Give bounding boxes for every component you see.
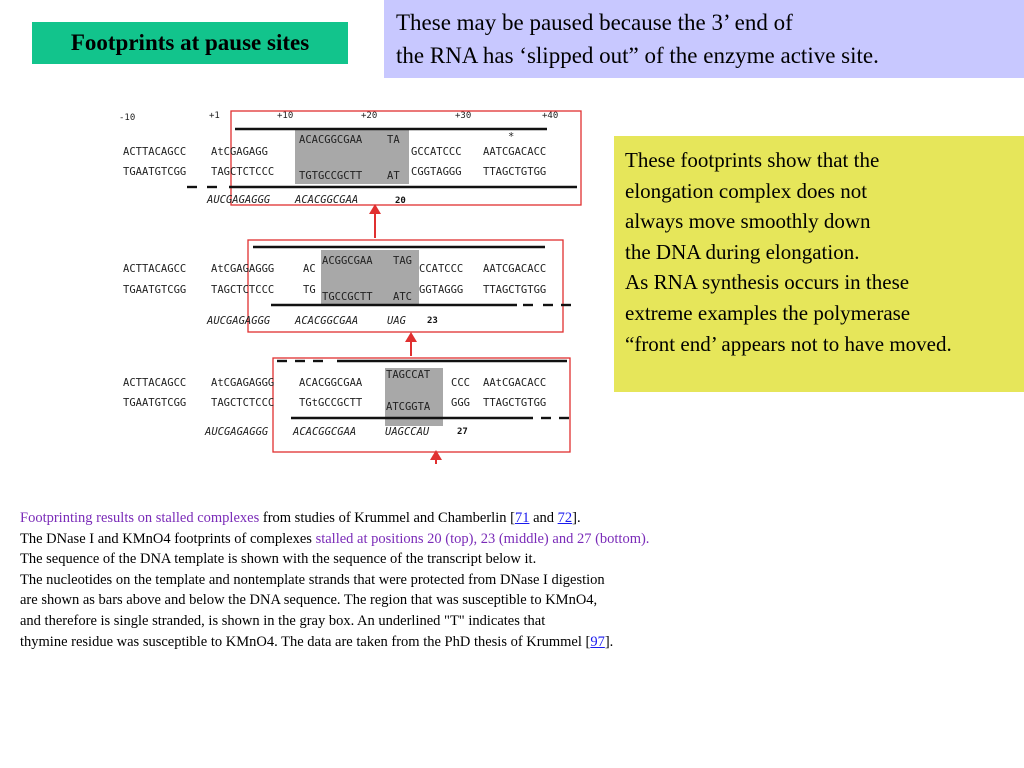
panel-bottom-t-4: ATCGGTA (386, 401, 431, 413)
panel-middle-rna-3: UAG (387, 315, 406, 327)
panel-top-nt-3: ACACGGCGAA (299, 134, 363, 146)
panel-middle-nt-5: TAG (393, 255, 412, 267)
title-box (32, 22, 348, 64)
panel-top-nt-2: AtCGAGAGG (211, 146, 268, 158)
panel-bottom-nt-6: AAtCGACACC (483, 377, 547, 389)
caption-line-6: and therefore is single stranded, is shown in the gray box. An underlined "T" indicates that (20, 612, 546, 629)
panel-middle (123, 240, 571, 332)
caption-line-7-text: thymine residue was susceptible to KMnO4. The data are taken from the PhD thesis of Krummel [ (20, 633, 591, 650)
panel-top-t-6: TTAGCTGTGG (483, 166, 547, 178)
panel-bottom-t-1: TGAATGTCGG (123, 397, 187, 409)
panel-middle-t-5: ATC (393, 291, 412, 303)
caption-line-2-text: The DNase I and KMnO4 footprints of complexes (20, 530, 316, 547)
panel-top-nt-1: ACTTACAGCC (123, 146, 187, 158)
position-label-plus30: +30 (455, 111, 472, 121)
caption-and: and (529, 510, 558, 526)
panel-middle-rna-2: ACACGGCGAA (295, 315, 359, 327)
caption-line-1 (20, 508, 920, 529)
panel-middle-t-3: TG (303, 284, 316, 296)
footprint-figure (115, 104, 585, 464)
reference-link-72[interactable]: 72 (557, 510, 573, 526)
panel-middle-t-7: TTAGCTGTGG (483, 284, 547, 296)
panel-middle-nt-4: ACGGCGAA (322, 255, 373, 267)
side-note (614, 136, 1024, 392)
slide-title: Footprints at pause sites (70, 30, 310, 55)
panel-top-t-4: AT (387, 170, 400, 182)
panel-bottom (123, 358, 570, 452)
panel-middle-nt-1: ACTTACAGCC (123, 263, 187, 275)
panel-bottom-nt-3: ACACGGCGAA (299, 377, 363, 389)
caption-line-7 (20, 632, 920, 653)
caption-line-1-end: ]. (572, 510, 581, 526)
panel-middle-t-2: TAGCTCTCCC (211, 284, 275, 296)
panel-top-rna-1: AUCGAGAGGG (207, 194, 271, 206)
panel-bottom-rna-2: ACACGGCGAA (293, 426, 357, 438)
top-note-line-2: the RNA has ‘slipped out” of the enzyme active site. (396, 43, 879, 68)
panel-bottom-rna-1: AUCGAGAGGG (205, 426, 269, 438)
panel-bottom-t-5: GGG (451, 397, 470, 409)
panel-middle-t-6: GGTAGGG (419, 284, 464, 296)
panel-bottom-t-6: TTAGCTGTGG (483, 397, 547, 409)
reference-link-97[interactable]: 97 (590, 633, 605, 650)
position-label-plus40: +40 (542, 111, 559, 121)
panel-bottom-nt-2: AtCGAGAGGG (211, 377, 275, 389)
panel-middle-nt-2: AtCGAGAGGG (211, 263, 275, 275)
reference-link-71[interactable]: 71 (514, 510, 530, 526)
position-label-minus10: -10 (119, 113, 136, 123)
caption-highlight-2: stalled at positions 20 (top), 23 (middle) and 27 (bottom). (315, 530, 650, 547)
panel-top-nt-5: GCCATCCC (411, 146, 462, 158)
side-note-line-3: always move smoothly down (625, 209, 871, 234)
panel-top-rna-2: ACACGGCGAA (295, 194, 359, 206)
panel-bottom-t-2: TAGCTCTCCC (211, 397, 275, 409)
panel-middle-nt-7: AATCGACACC (483, 263, 547, 275)
panel-top-t-5: CGGTAGGG (411, 166, 462, 178)
caption-line-1-text: from studies of Krummel and Chamberlin [ (259, 510, 515, 526)
panel-middle-rna-1: AUCGAGAGGG (207, 315, 271, 327)
panel-top-asterisk: * (508, 131, 515, 143)
panel-bottom-t-3: TGtGCCGCTT (299, 397, 363, 409)
panel-top-rna-length: 20 (395, 196, 406, 206)
position-label-plus1: +1 (209, 111, 220, 121)
caption-line-3: The sequence of the DNA template is shown with the sequence of the transcript below it. (20, 551, 537, 568)
panel-top-t-2: TAGCTCTCCC (211, 166, 275, 178)
panel-bottom-rna-3: UAGCCAU (385, 426, 430, 438)
arrow-2-head (405, 332, 417, 342)
side-note-line-2: elongation complex does not (625, 178, 868, 203)
panel-top-t-3: TGTGCCGCTT (299, 170, 363, 182)
caption-line-7-end: ]. (604, 633, 614, 650)
panel-middle-t-4: TGCCGCTT (322, 291, 373, 303)
caption-line-4: The nucleotides on the template and nontemplate strands that were protected from DNase I digestion (20, 571, 605, 588)
top-note (384, 0, 1024, 78)
panel-top-nt-6: AATCGACACC (483, 146, 547, 158)
side-note-line-1: These footprints show that the (625, 148, 880, 172)
panel-top-nt-4: TA (387, 134, 400, 146)
panel-bottom-nt-5: CCC (451, 377, 470, 389)
panel-bottom-nt-1: ACTTACAGCC (123, 377, 187, 389)
panel-middle-nt-6: CCATCCC (419, 263, 464, 275)
caption-line-2 (20, 529, 920, 550)
caption-line-5: are shown as bars above and below the DNA sequence. The region that was susceptible to KMnO4, (20, 592, 598, 609)
panel-top (123, 111, 581, 206)
panel-bottom-rna-length: 27 (457, 427, 468, 437)
side-note-line-6: extreme examples the polymerase (625, 300, 911, 325)
panel-middle-t-1: TGAATGTCGG (123, 284, 187, 296)
position-label-plus10: +10 (277, 111, 294, 121)
panel-middle-rna-length: 23 (427, 316, 438, 326)
figure-caption (20, 508, 920, 652)
side-note-line-7: “front end’ appears not to have moved. (625, 331, 952, 356)
side-note-line-5: As RNA synthesis occurs in these (625, 270, 910, 295)
panel-top-t-1: TGAATGTCGG (123, 166, 187, 178)
panel-bottom-nt-4: TAGCCAT (386, 369, 431, 381)
top-note-line-1: These may be paused because the 3’ end of (396, 10, 793, 35)
panel-middle-nt-3: AC (303, 263, 316, 275)
caption-highlight-1: Footprinting results on stalled complexes (20, 510, 260, 526)
position-label-plus20: +20 (361, 111, 378, 121)
side-note-line-4: the DNA during elongation. (625, 239, 860, 264)
